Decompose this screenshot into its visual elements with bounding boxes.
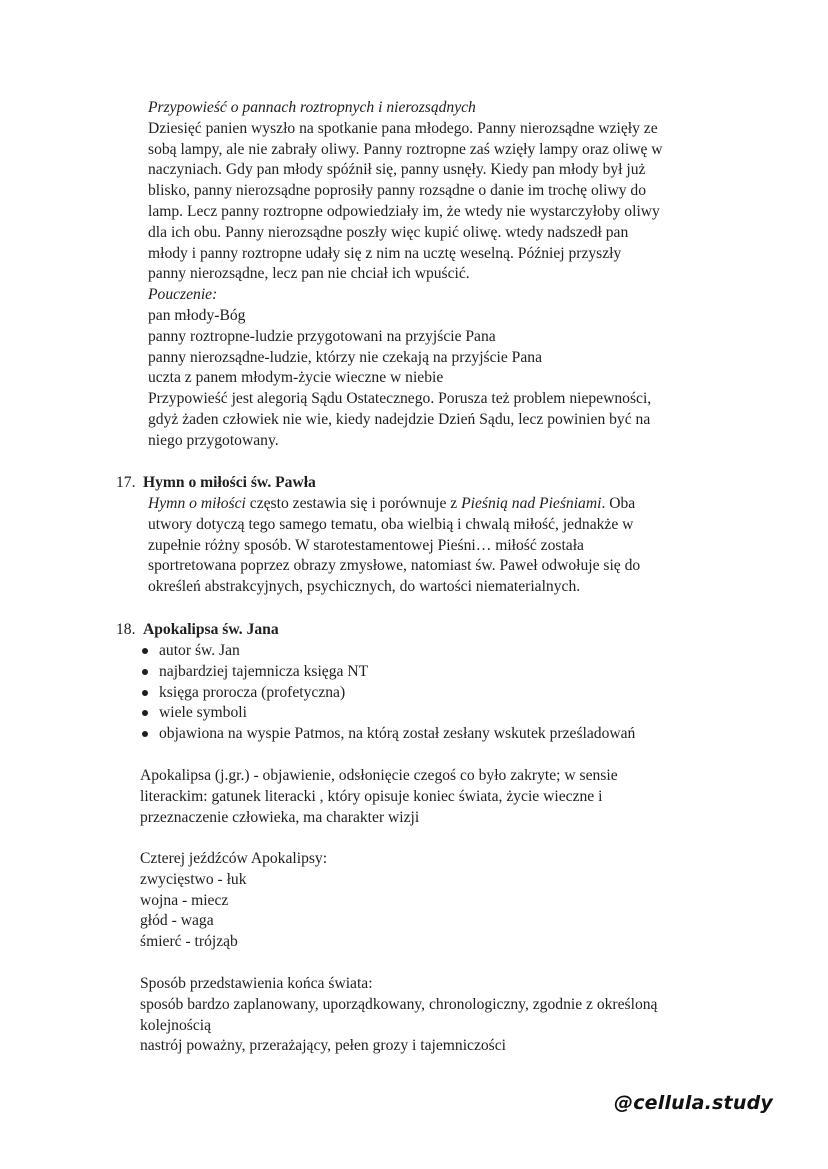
list-item-text: objawiona na wyspie Patmos, na którą został zesłany wskutek prześladowań: [159, 725, 636, 743]
list-item: [140, 724, 635, 745]
section-title: Apokalipsa św. Jana: [143, 621, 279, 638]
section-18-heading: [116, 620, 279, 641]
definition-block: [140, 766, 740, 828]
end-of-world-line: kolejnością: [140, 1016, 212, 1034]
horsemen-line: śmierć - trójząb: [140, 933, 238, 951]
definition-line: literackim: gatunek literacki , który opisuje koniec świata, życie wieczne i: [140, 787, 603, 805]
lesson-line: pan młody-Bóg: [148, 306, 246, 324]
section-17-line: sportretowana poprzez obrazy zmysłowe, natomiast św. Paweł odwołuje się do: [148, 557, 641, 575]
list-item: [140, 703, 635, 724]
horsemen-line: zwycięstwo - łuk: [140, 870, 247, 888]
lesson-line: gdyż żaden człowiek nie wie, kiedy nadejdzie Dzień Sądu, lecz powinien być na: [148, 410, 651, 428]
bullet-icon: [142, 690, 148, 696]
list-item-text: autor św. Jan: [159, 642, 240, 659]
parable-block: [148, 98, 738, 452]
parable-line: młody i panny roztropne udały się z nim na ucztę weselną. Później przyszły: [148, 244, 622, 262]
section-title: Hymn o miłości św. Pawła: [143, 474, 316, 491]
section-17-line: [148, 494, 738, 515]
lesson-line: uczta z panem młodym-życie wieczne w niebie: [148, 369, 444, 387]
horsemen-line: Czterej jeźdźców Apokalipsy:: [140, 850, 328, 867]
end-of-world-line: nastrój poważny, przerażający, pełen grozy i tajemniczości: [140, 1037, 506, 1055]
bullet-icon: [142, 648, 148, 654]
lesson-line: panny nierozsądne-ludzie, którzy nie czekają na przyjście Pana: [148, 348, 542, 366]
section-17-body: [148, 494, 738, 598]
definition-line: Apokalipsa (j.gr.) - objawienie, odsłonięcie czegoś co było zakryte; w sensie: [140, 767, 618, 784]
italic-title: Hymn o miłości: [148, 495, 246, 512]
horsemen-line: wojna - miecz: [140, 891, 229, 909]
parable-line: dla ich obu. Panny nierozsądne poszły więc kupić oliwę. wtedy nadszedł pan: [148, 223, 629, 241]
lesson-line: Przypowieść jest alegorią Sądu Ostatecznego. Porusza też problem niepewności,: [148, 390, 652, 408]
lesson-label: Pouczenie:: [148, 286, 218, 304]
parable-title: Przypowieść o pannach roztropnych i nierozsądnych: [148, 99, 476, 116]
bullet-icon: [142, 710, 148, 716]
horsemen-block: [140, 849, 740, 953]
horsemen-line: głód - waga: [140, 912, 214, 930]
list-item-text: księga prorocza (profetyczna): [159, 683, 346, 701]
section-17-line: zupełnie różny sposób. W starotestamentowej Pieśni… miłość została: [148, 536, 584, 554]
parable-line: Dziesięć panien wyszło na spotkanie pana młodego. Panny nierozsądne wzięły ze: [148, 119, 658, 137]
definition-line: przeznaczenie człowieka, ma charakter wizji: [140, 808, 420, 826]
watermark-signature: @cellula.study: [614, 1092, 773, 1114]
section-17-line: utwory dotyczą tego samego tematu, oba wielbią i chwalą miłość, jednakże w: [148, 515, 634, 533]
parable-line: blisko, panny nierozsądne poprosiły panny rozsądne o danie im trochę oliwy do: [148, 182, 647, 200]
list-item: [140, 683, 635, 704]
parable-line: lamp. Lecz panny roztropne odpowiedziały im, że wtedy nie wystarczyłoby oliwy: [148, 202, 660, 220]
section-18-bullets: [140, 641, 635, 745]
list-item-text: wiele symboli: [159, 704, 247, 722]
end-of-world-line: Sposób przedstawienia końca świata:: [140, 975, 373, 992]
parable-line: sobą lampy, ale nie zabrały oliwy. Panny roztropne zaś wzięły lampy oraz oliwę w: [148, 140, 663, 158]
italic-title: Pieśnią nad Pieśniami: [461, 495, 602, 512]
parable-line: naczyniach. Gdy pan młody spóźnił się, panny usnęły. Kiedy pan młody był już: [148, 161, 646, 179]
parable-line: panny nierozsądne, lecz pan nie chciał ich wpuścić.: [148, 265, 470, 283]
section-number: 17.: [116, 474, 136, 491]
list-item-text: najbardziej tajemnicza księga NT: [159, 662, 369, 680]
end-of-world-block: [140, 974, 740, 1057]
bullet-icon: [142, 731, 148, 737]
section-number: 18.: [116, 621, 136, 638]
text-span: często zestawia się i porównuje z: [245, 495, 462, 512]
text-span: . Oba: [601, 495, 636, 512]
bullet-icon: [142, 669, 148, 675]
list-item: [140, 641, 635, 662]
lesson-line: panny roztropne-ludzie przygotowani na przyjście Pana: [148, 327, 496, 345]
section-17-line: określeń abstrakcyjnych, psychicznych, do wartości niematerialnych.: [148, 578, 581, 596]
list-item: [140, 662, 635, 683]
end-of-world-line: sposób bardzo zaplanowany, uporządkowany, chronologiczny, zgodnie z określoną: [140, 995, 658, 1013]
lesson-line: niego przygotowany.: [148, 431, 279, 449]
section-17-heading: [116, 473, 316, 494]
